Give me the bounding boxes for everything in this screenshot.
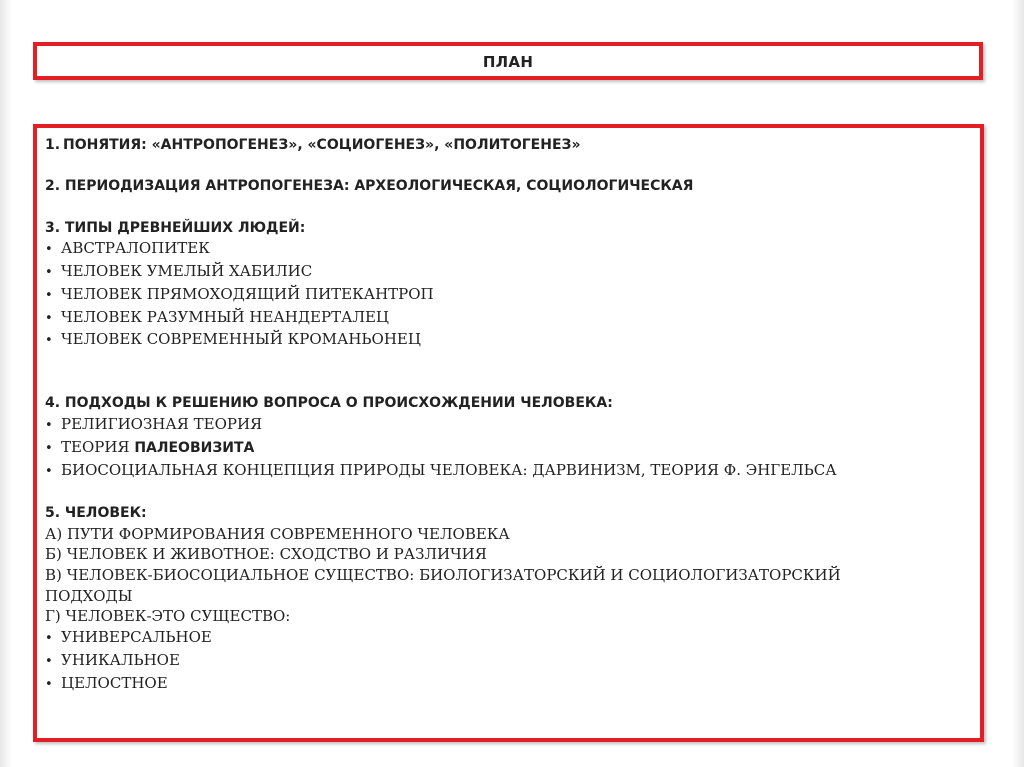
list-item: • УНИВЕРСАЛЬНОЕ [45,627,968,650]
list-item: • ЦЕЛОСТНОЕ [45,673,968,696]
list-item: • ЧЕЛОВЕК РАЗУМНЫЙ НЕАНДЕРТАЛЕЦ [45,307,968,330]
page-title: ПЛАН [482,53,534,71]
section-5-heading: 5. ЧЕЛОВЕК: [45,504,147,521]
section-4-heading: 4. ПОДХОДЫ К РЕШЕНИЮ ВОПРОСА О ПРОИСХОЖДЕНИИ ЧЕЛОВЕКА: [45,395,613,412]
plan-content-box [33,124,984,742]
list-item: • ЧЕЛОВЕК ПРЯМОХОДЯЩИЙ ПИТЕКАНТРОП [45,284,968,307]
slide-edge-shadow-right [1012,0,1024,767]
section-1-text: ПОНЯТИЯ: «АНТРОПОГЕНЕЗ», «СОЦИОГЕНЕЗ», «ПОЛИТОГЕНЕЗ» [63,137,581,153]
section-5-line-c: В) ЧЕЛОВЕК-БИОСОЦИАЛЬНОЕ СУЩЕСТВО: БИОЛОГИЗАТОРСКИЙ И СОЦИОЛОГИЗАТОРСКИЙ ПОДХОДЫ [45,566,841,605]
section-1-number: 1. [45,137,61,153]
section-5-line-d: Г) ЧЕЛОВЕК-ЭТО СУЩЕСТВО: [45,607,291,626]
slide-edge-shadow-left [0,0,12,767]
section-3-heading: 3. ТИПЫ ДРЕВНЕЙШИХ ЛЮДЕЙ: [45,219,306,236]
plan-content [45,135,968,695]
section-2: 2. ПЕРИОДИЗАЦИЯ АНТРОПОГЕНЕЗА: АРХЕОЛОГИЧЕСКАЯ, СОЦИОЛОГИЧЕСКАЯ [45,178,694,195]
section-5-line-b: Б) ЧЕЛОВЕК И ЖИВОТНОЕ: СХОДСТВО И РАЗЛИЧИЯ [45,545,487,564]
list-item: • ЧЕЛОВЕК СОВРЕМЕННЫЙ КРОМАНЬОНЕЦ [45,329,968,352]
title-box [33,42,983,80]
list-item-paleovisit [45,437,968,460]
list-item: • ЧЕЛОВЕК УМЕЛЫЙ ХАБИЛИС [45,261,968,284]
section-1 [45,135,968,156]
section-5-line-a: А) ПУТИ ФОРМИРОВАНИЯ СОВРЕМЕННОГО ЧЕЛОВЕКА [45,524,510,543]
list-item: • БИОСОЦИАЛЬНАЯ КОНЦЕПЦИЯ ПРИРОДЫ ЧЕЛОВЕКА: ДАРВИНИЗМ, ТЕОРИЯ Ф. ЭНГЕЛЬСА [45,460,968,483]
list-item-emphasis: ПАЛЕОВИЗИТА [134,439,255,456]
list-item: • РЕЛИГИОЗНАЯ ТЕОРИЯ [45,414,968,437]
list-item: • АВСТРАЛОПИТЕК [45,238,968,261]
list-item: • УНИКАЛЬНОЕ [45,650,968,673]
list-item-prefix: ТЕОРИЯ [61,437,135,456]
